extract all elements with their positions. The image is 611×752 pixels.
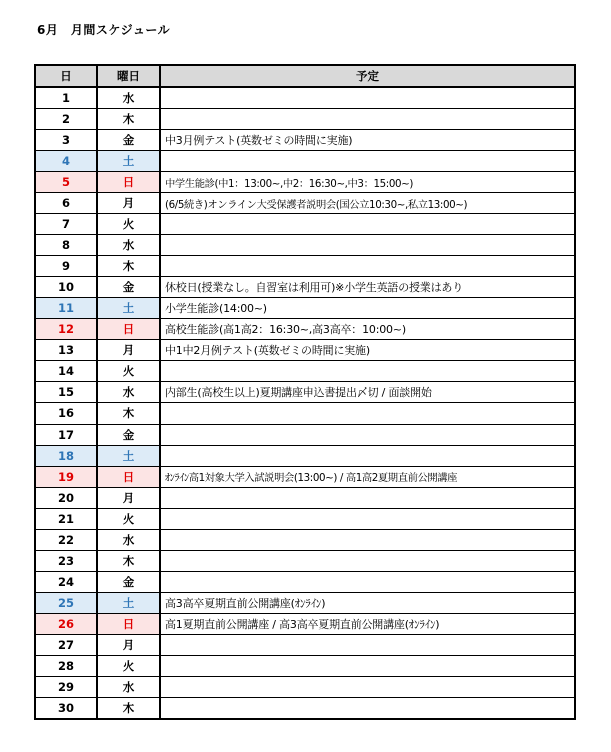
weekday-cell: 日 xyxy=(97,319,160,340)
schedule-body xyxy=(35,87,575,719)
page-title: 6月 月間スケジュール xyxy=(37,23,171,37)
plan-cell: 小学生能診(14:00~) xyxy=(160,298,575,319)
table-row xyxy=(35,487,575,508)
plan-cell xyxy=(160,676,575,697)
weekday-cell: 火 xyxy=(97,361,160,382)
day-cell: 18 xyxy=(35,445,97,466)
plan-cell xyxy=(160,109,575,130)
day-cell: 26 xyxy=(35,613,97,634)
plan-cell xyxy=(160,529,575,550)
weekday-cell: 月 xyxy=(97,340,160,361)
weekday-cell: 金 xyxy=(97,277,160,298)
day-cell: 13 xyxy=(35,340,97,361)
table-row xyxy=(35,550,575,571)
day-cell: 3 xyxy=(35,130,97,151)
plan-cell xyxy=(160,361,575,382)
weekday-cell: 金 xyxy=(97,130,160,151)
header-row xyxy=(35,65,575,87)
day-cell: 4 xyxy=(35,151,97,172)
plan-cell xyxy=(160,235,575,256)
plan-cell xyxy=(160,634,575,655)
plan-cell: (6/5続き)オンライン大受保護者説明会(国公立10:30~,私立13:00~) xyxy=(160,193,575,214)
day-cell: 7 xyxy=(35,214,97,235)
plan-cell: 中学生能診(中1：13:00~,中2：16:30~,中3：15:00~) xyxy=(160,172,575,193)
plan-cell: ｵﾝﾗｲﾝ高1対象大学入試説明会(13:00~) / 高1高2夏期直前公開講座 xyxy=(160,466,575,487)
day-cell: 30 xyxy=(35,697,97,719)
weekday-cell: 水 xyxy=(97,87,160,109)
weekday-cell: 日 xyxy=(97,613,160,634)
weekday-cell: 月 xyxy=(97,193,160,214)
weekday-cell: 木 xyxy=(97,550,160,571)
weekday-cell: 木 xyxy=(97,697,160,719)
day-cell: 17 xyxy=(35,424,97,445)
day-cell: 24 xyxy=(35,571,97,592)
plan-cell: 休校日(授業なし。自習室は利用可)※小学生英語の授業はあり xyxy=(160,277,575,298)
table-row xyxy=(35,214,575,235)
weekday-cell: 水 xyxy=(97,676,160,697)
day-cell: 27 xyxy=(35,634,97,655)
weekday-cell: 土 xyxy=(97,151,160,172)
weekday-cell: 水 xyxy=(97,529,160,550)
plan-cell xyxy=(160,87,575,109)
table-row xyxy=(35,403,575,424)
table-row xyxy=(35,529,575,550)
table-row xyxy=(35,613,575,634)
plan-cell: 中3月例テスト(英数ゼミの時間に実施) xyxy=(160,130,575,151)
column-header-plan: 予定 xyxy=(160,65,575,87)
weekday-cell: 日 xyxy=(97,466,160,487)
plan-cell: 高1夏期直前公開講座 / 高3高卒夏期直前公開講座(ｵﾝﾗｲﾝ) xyxy=(160,613,575,634)
plan-cell xyxy=(160,550,575,571)
day-cell: 8 xyxy=(35,235,97,256)
table-row xyxy=(35,277,575,298)
table-row xyxy=(35,508,575,529)
plan-cell xyxy=(160,256,575,277)
table-row xyxy=(35,592,575,613)
day-cell: 9 xyxy=(35,256,97,277)
plan-cell xyxy=(160,571,575,592)
table-row xyxy=(35,676,575,697)
weekday-cell: 火 xyxy=(97,214,160,235)
weekday-cell: 土 xyxy=(97,445,160,466)
day-cell: 15 xyxy=(35,382,97,403)
weekday-cell: 木 xyxy=(97,256,160,277)
weekday-cell: 月 xyxy=(97,634,160,655)
day-cell: 20 xyxy=(35,487,97,508)
table-row xyxy=(35,634,575,655)
plan-cell: 高3高卒夏期直前公開講座(ｵﾝﾗｲﾝ) xyxy=(160,592,575,613)
day-cell: 6 xyxy=(35,193,97,214)
day-cell: 28 xyxy=(35,655,97,676)
weekday-cell: 日 xyxy=(97,172,160,193)
table-row xyxy=(35,571,575,592)
day-cell: 11 xyxy=(35,298,97,319)
table-row xyxy=(35,655,575,676)
plan-cell xyxy=(160,487,575,508)
weekday-cell: 土 xyxy=(97,298,160,319)
plan-cell xyxy=(160,655,575,676)
table-row xyxy=(35,235,575,256)
table-row xyxy=(35,466,575,487)
table-row xyxy=(35,697,575,719)
plan-cell xyxy=(160,508,575,529)
day-cell: 14 xyxy=(35,361,97,382)
day-cell: 22 xyxy=(35,529,97,550)
plan-cell xyxy=(160,424,575,445)
table-row xyxy=(35,382,575,403)
plan-cell xyxy=(160,697,575,719)
day-cell: 12 xyxy=(35,319,97,340)
schedule-table xyxy=(34,64,576,720)
table-row xyxy=(35,130,575,151)
day-cell: 5 xyxy=(35,172,97,193)
weekday-cell: 金 xyxy=(97,424,160,445)
plan-cell: 高校生能診(高1高2：16:30~,高3高卒：10:00~) xyxy=(160,319,575,340)
weekday-cell: 土 xyxy=(97,592,160,613)
weekday-cell: 火 xyxy=(97,508,160,529)
day-cell: 2 xyxy=(35,109,97,130)
weekday-cell: 水 xyxy=(97,235,160,256)
table-row xyxy=(35,319,575,340)
weekday-cell: 金 xyxy=(97,571,160,592)
weekday-cell: 月 xyxy=(97,487,160,508)
plan-cell: 内部生(高校生以上)夏期講座申込書提出〆切 / 面談開始 xyxy=(160,382,575,403)
weekday-cell: 水 xyxy=(97,382,160,403)
table-row xyxy=(35,256,575,277)
plan-cell xyxy=(160,214,575,235)
day-cell: 10 xyxy=(35,277,97,298)
weekday-cell: 木 xyxy=(97,403,160,424)
table-row xyxy=(35,361,575,382)
table-row xyxy=(35,424,575,445)
weekday-cell: 木 xyxy=(97,109,160,130)
table-row xyxy=(35,298,575,319)
column-header-weekday: 曜日 xyxy=(97,65,160,87)
table-row xyxy=(35,109,575,130)
plan-cell xyxy=(160,403,575,424)
weekday-cell: 火 xyxy=(97,655,160,676)
table-row xyxy=(35,172,575,193)
table-row xyxy=(35,87,575,109)
plan-cell xyxy=(160,151,575,172)
day-cell: 23 xyxy=(35,550,97,571)
day-cell: 29 xyxy=(35,676,97,697)
table-row xyxy=(35,193,575,214)
day-cell: 21 xyxy=(35,508,97,529)
day-cell: 25 xyxy=(35,592,97,613)
table-row xyxy=(35,151,575,172)
column-header-day: 日 xyxy=(35,65,97,87)
day-cell: 1 xyxy=(35,87,97,109)
day-cell: 16 xyxy=(35,403,97,424)
plan-cell xyxy=(160,445,575,466)
plan-cell: 中1中2月例テスト(英数ゼミの時間に実施) xyxy=(160,340,575,361)
table-row xyxy=(35,445,575,466)
day-cell: 19 xyxy=(35,466,97,487)
table-row xyxy=(35,340,575,361)
